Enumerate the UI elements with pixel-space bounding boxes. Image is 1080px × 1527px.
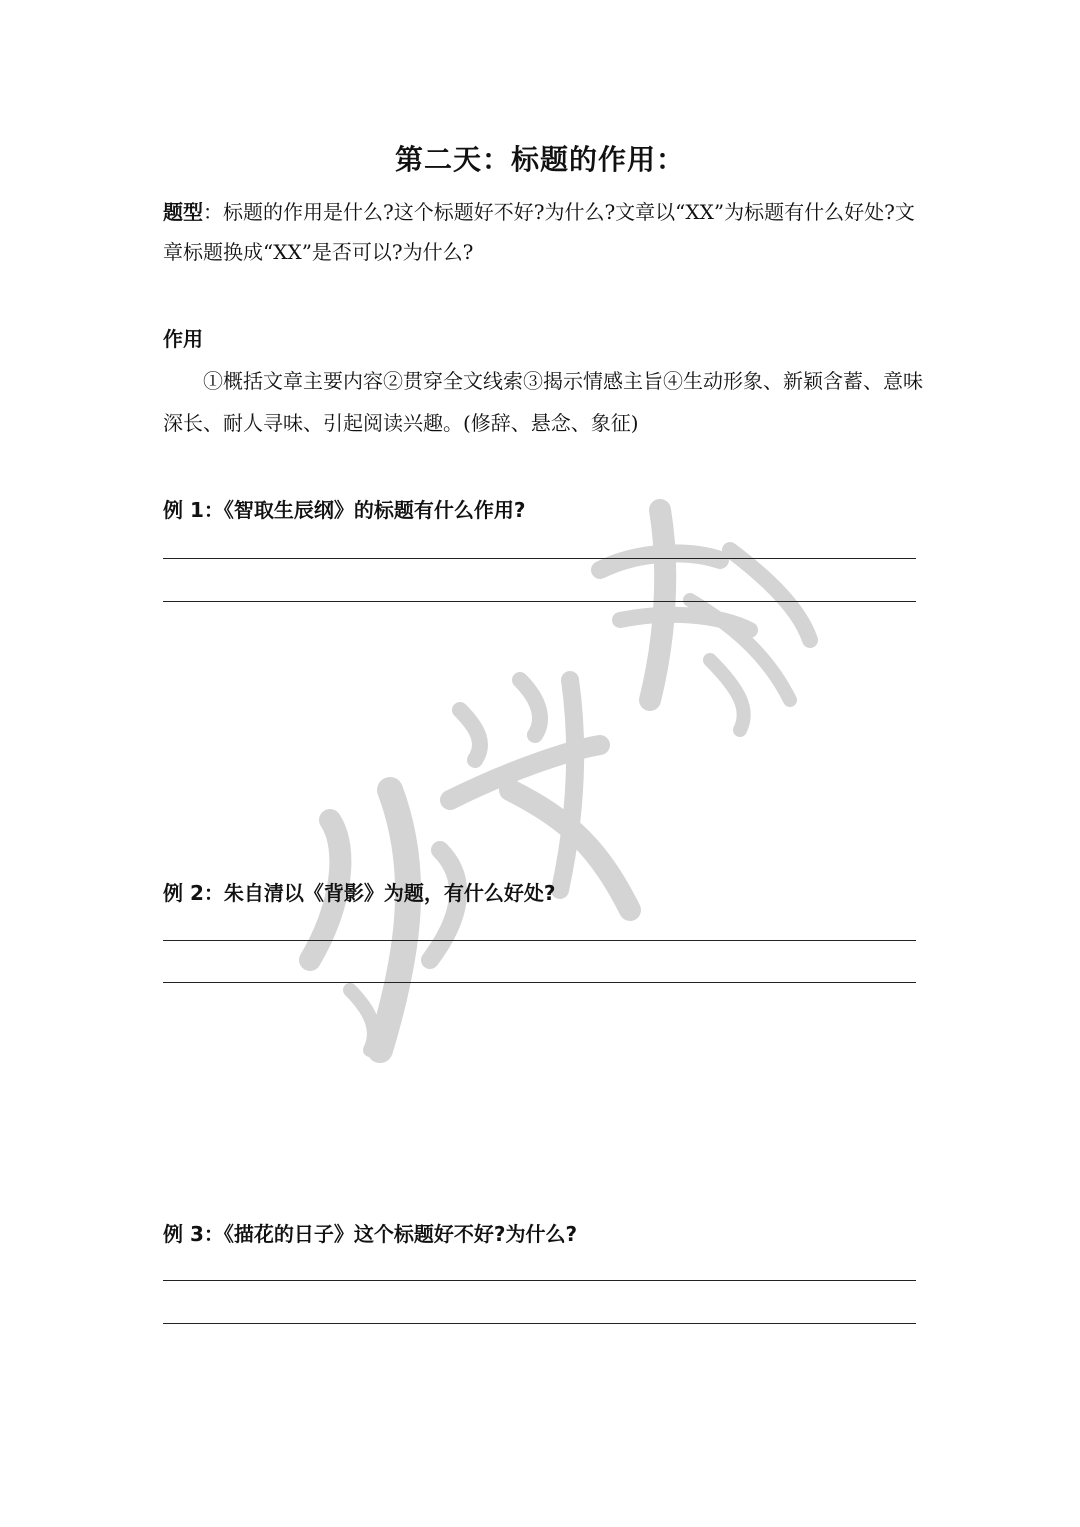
- page-title: 第二天：标题的作用：: [394, 143, 685, 176]
- example-2-question: 例 2：朱自清以《背影》为题，有什么好处?: [163, 881, 556, 905]
- usage-heading: 作用: [163, 327, 203, 351]
- example-3-question: 例 3：《描花的日子》这个标题好不好?为什么?: [163, 1222, 578, 1246]
- example-2-answer-line-1: [163, 940, 916, 941]
- question-types-paragraph: [163, 192, 923, 272]
- question-types-text: ：标题的作用是什么?这个标题好不好?为什么?文章以“XX”为标题有什么好处?文章标题换成“XX”是否可以?为什么?: [163, 200, 915, 264]
- usage-body: ①概括文章主要内容②贯穿全文线索③揭示情感主旨④生动形象、新颖含蓄、意味深长、耐人寻味、引起阅读兴趣。(修辞、悬念、象征): [163, 369, 923, 435]
- calligraphy-watermark-icon: [270, 490, 850, 1070]
- example-2-answer-line-2: [163, 982, 916, 983]
- example-1-answer-line-1: [163, 558, 916, 559]
- question-types-label: 题型: [163, 200, 203, 224]
- example-1-answer-line-2: [163, 601, 916, 602]
- example-3-answer-line-1: [163, 1280, 916, 1281]
- example-3-answer-line-2: [163, 1323, 916, 1324]
- example-1-question: 例 1：《智取生辰纲》的标题有什么作用?: [163, 498, 526, 522]
